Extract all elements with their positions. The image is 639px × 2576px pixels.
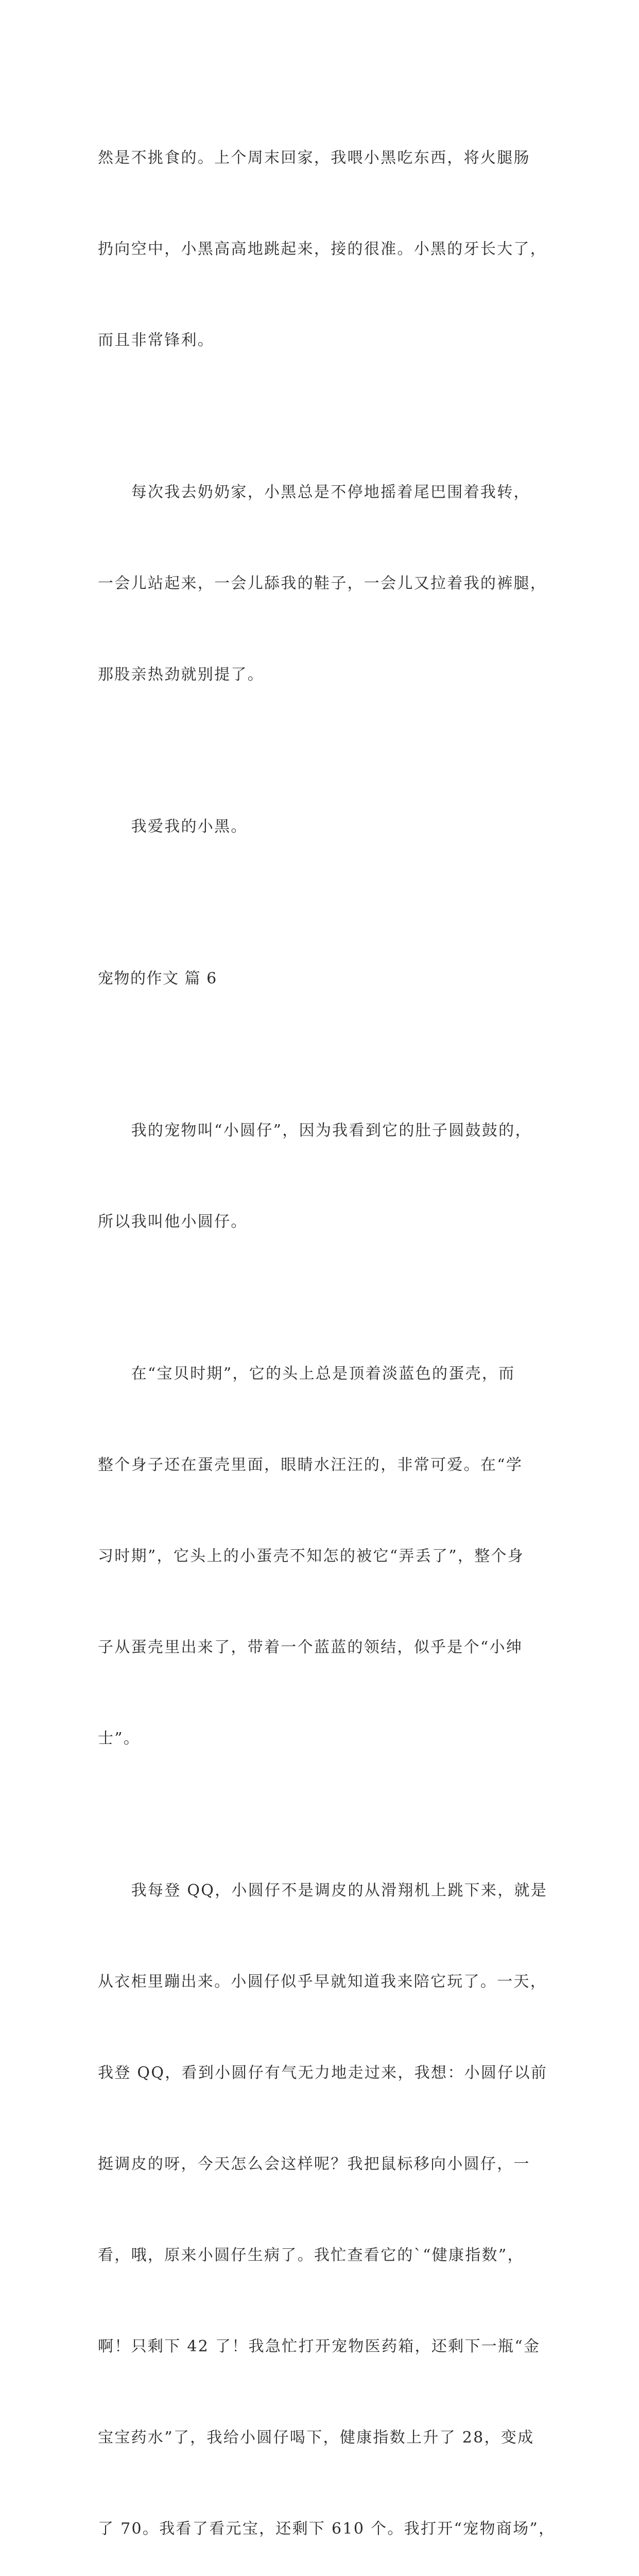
document-body (98, 82, 556, 2576)
section-title: 宠物的作文 篇 6 (98, 970, 217, 988)
section-heading (98, 903, 542, 1055)
text-line: 士”。 (98, 1730, 141, 1748)
text-line: 子从蛋壳里出来了，带着一个蓝蓝的领结，似乎是个“小绅 (98, 1638, 523, 1656)
text-line: 了 70。我看了看元宝，还剩下 610 个。我打开“宠物商场”， (98, 2520, 556, 2538)
text-line: 而且非常锋利。 (98, 331, 215, 349)
paragraph-3 (98, 751, 542, 903)
text-line: 从衣柜里蹦出来。小圆仔似乎早就知道我来陪它玩了。一天， (98, 1973, 547, 1991)
paragraph-6 (98, 1298, 542, 1815)
text-line: 整个身子还在蛋壳里面，眼睛水汪汪的，非常可爱。在“学 (98, 1456, 523, 1474)
paragraph-1 (98, 82, 547, 416)
text-line: 挺调皮的呀，今天怎么会这样呢？我把鼠标移向小圆仔，一 (98, 2155, 530, 2173)
text-line: 我的宠物叫“小圆仔”，因为我看到它的肚子圆鼓鼓的， (98, 1122, 532, 1140)
text-line: 习时期”，它头上的小蛋壳不知怎的被它“弄丢了”，整个身 (98, 1547, 525, 1565)
paragraph-5 (98, 1055, 542, 1298)
text-line: 在“宝贝时期”，它的头上总是顶着淡蓝色的蛋壳，而 (98, 1365, 515, 1383)
text-line: 每次我去奶奶家，小黑总是不停地摇着尾巴围着我转， (98, 483, 530, 501)
paragraph-7 (98, 1815, 556, 2576)
text-line: 我爱我的小黑。 (98, 818, 248, 836)
text-line: 我登 QQ，看到小圆仔有气无力地走过来，我想：小圆仔以前 (98, 2064, 548, 2082)
text-line: 扔向空中，小黑高高地跳起来，接的很准。小黑的牙长大了， (98, 240, 547, 258)
text-line: 所以我叫他小圆仔。 (98, 1213, 248, 1231)
text-line: 然是不挑食的。上个周末回家，我喂小黑吃东西，将火腿肠 (98, 149, 530, 167)
text-line: 看，哦，原来小圆仔生病了。我忙查看它的`“健康指数”， (98, 2246, 524, 2264)
text-line: 宝宝药水”了，我给小圆仔喝下，健康指数上升了 28，变成 (98, 2429, 534, 2447)
text-line: 那股亲热劲就别提了。 (98, 666, 264, 684)
text-line: 一会儿站起来，一会儿舔我的鞋子，一会儿又拉着我的裤腿， (98, 574, 547, 592)
text-line: 啊！只剩下 42 了！我急忙打开宠物医药箱，还剩下一瓶“金 (98, 2337, 541, 2355)
text-line: 我每登 QQ，小圆仔不是调皮的从滑翔机上跳下来，就是 (98, 1882, 548, 1900)
paragraph-2 (98, 416, 547, 751)
